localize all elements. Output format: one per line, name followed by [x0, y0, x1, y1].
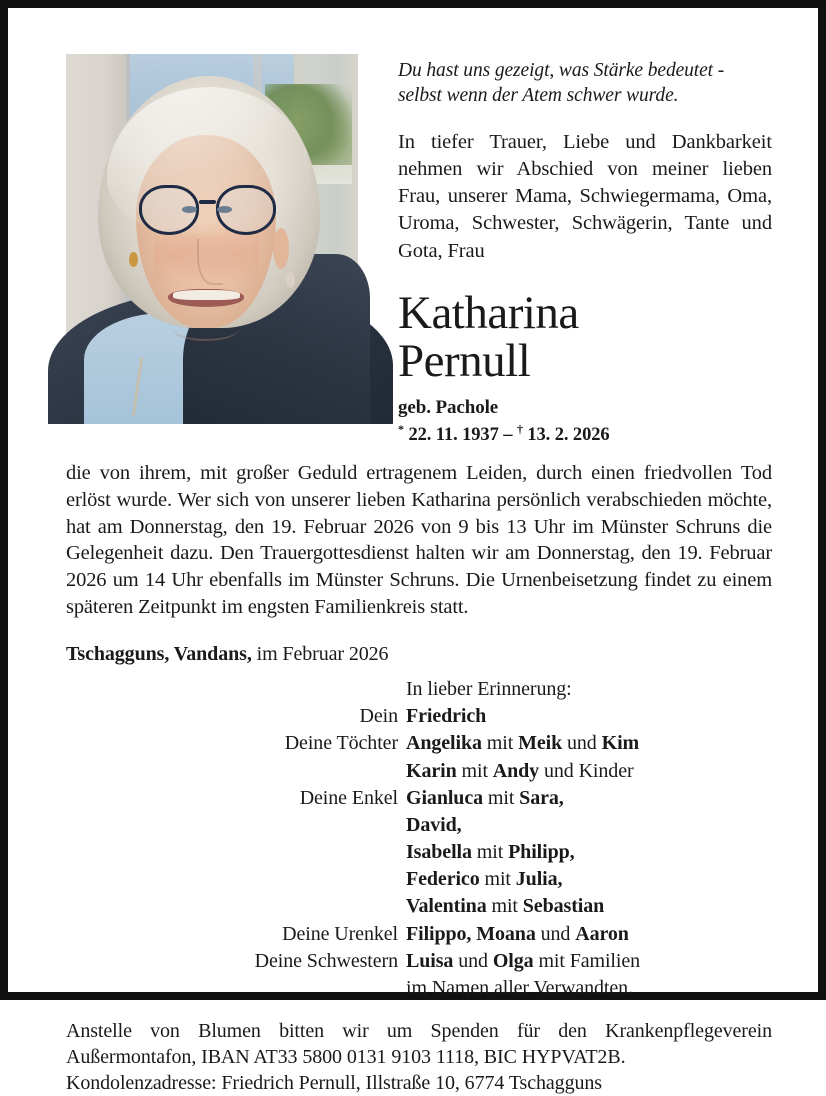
family-relation-label: Deine Urenkel	[282, 922, 398, 945]
epigraph-quote: Du hast uns gezeigt, was Stärke bedeutet - selbst wenn der Atem schwer wurde.	[398, 60, 725, 107]
donation-note: Anstelle von Blumen bitten wir um Spenden für den Krankenpflegeverein Außermontafon, IBAN AT33 5800 0131 9103 1118, BIC HYPVAT2B.	[66, 1020, 772, 1069]
condolence-address: Kondolenzadresse: Friedrich Pernull, Illstraße 10, 6774 Tschagguns	[66, 1072, 602, 1095]
portrait-earring-right	[286, 272, 295, 288]
family-member-names: Gianluca mit Sara,	[406, 786, 564, 809]
date-separator: –	[503, 424, 513, 445]
deceased-last-name: Pernull	[398, 335, 531, 388]
family-member-names: Karin mit Andy und Kinder	[406, 759, 634, 782]
family-row	[66, 703, 772, 730]
family-member-names: David,	[406, 813, 462, 836]
family-row	[66, 785, 772, 812]
family-rows-container	[66, 703, 772, 1002]
footer-section	[66, 1018, 772, 1096]
place-and-date-line	[66, 643, 772, 666]
family-list	[66, 676, 772, 1002]
portrait-teeth	[173, 290, 240, 300]
family-member-names: Luisa und Olga mit Familien	[406, 949, 641, 972]
portrait-photo	[66, 54, 358, 424]
family-relation-label: Dein	[359, 705, 398, 728]
birth-date: 22. 11. 1937	[408, 424, 499, 445]
family-row	[66, 730, 772, 757]
family-row	[66, 812, 772, 839]
family-member-names: Federico mit Julia,	[406, 868, 563, 891]
portrait-eyeglasses	[139, 185, 276, 235]
family-member-names: Angelika mit Meik und Kim	[406, 732, 640, 755]
intro-paragraph: In tiefer Trauer, Liebe und Dankbarkeit nehmen wir Abschied von meiner lieben Frau, unserer Mama, Schwiegermama, Oma, Uroma, Schwester, Schwägerin, Tante und Gota, Frau	[398, 130, 772, 262]
family-relation-label: Deine Schwestern	[254, 949, 398, 972]
deceased-name	[398, 286, 772, 388]
portrait-eye-left	[182, 206, 197, 212]
family-row	[66, 948, 772, 975]
birth-symbol: *	[398, 421, 404, 436]
place-names: Tschagguns, Vandans,	[66, 642, 252, 665]
family-row	[66, 866, 772, 893]
header-section	[66, 54, 772, 446]
deceased-maiden-name: geb. Pachole	[398, 396, 499, 418]
deceased-first-name: Katharina	[398, 286, 579, 339]
family-relation-label: Deine Töchter	[284, 732, 398, 755]
family-row	[66, 839, 772, 866]
death-date: 13. 2. 2026	[527, 424, 610, 445]
portrait-chin	[171, 313, 241, 341]
family-member-names: im Namen aller Verwandten.	[406, 977, 633, 1000]
obituary-body-text: die von ihrem, mit großer Geduld ertragenem Leiden, durch einen friedvollen Tod erlöst wurde. Wer sich von unserer lieben Katharina persönlich verabschieden möchte, hat am Donnerstag, den 19. Februar 2026 von 9 bis 13 Uhr im Münster Schruns die Gelegenheit dazu. Den Trauergottesdienst halten wir am Donnerstag, den 19. Februar 2026 um 14 Uhr ebenfalls im Münster Schruns. Die Urnenbeisetzung findet zu einem späteren Zeitpunkt im engsten Familienkreis statt.	[66, 461, 772, 619]
family-heading: In lieber Erinnerung:	[406, 677, 572, 700]
deceased-life-dates	[398, 422, 772, 446]
family-row	[66, 975, 772, 1002]
family-member-names: Filippo, Moana und Aaron	[406, 922, 629, 945]
family-member-names: Valentina mit Sebastian	[406, 895, 605, 918]
portrait-eye-right	[217, 206, 232, 212]
family-row	[66, 893, 772, 920]
eyeglass-bridge	[199, 200, 215, 204]
notice-content	[66, 54, 772, 1096]
place-date: im Februar 2026	[251, 642, 389, 665]
family-member-names: Friedrich	[406, 705, 487, 728]
family-row	[66, 758, 772, 785]
family-relation-label: Deine Enkel	[299, 786, 398, 809]
death-symbol: †	[516, 421, 523, 436]
header-text-column	[398, 54, 772, 446]
family-heading-row	[66, 676, 772, 703]
family-row	[66, 921, 772, 948]
family-member-names: Isabella mit Philipp,	[406, 841, 575, 864]
